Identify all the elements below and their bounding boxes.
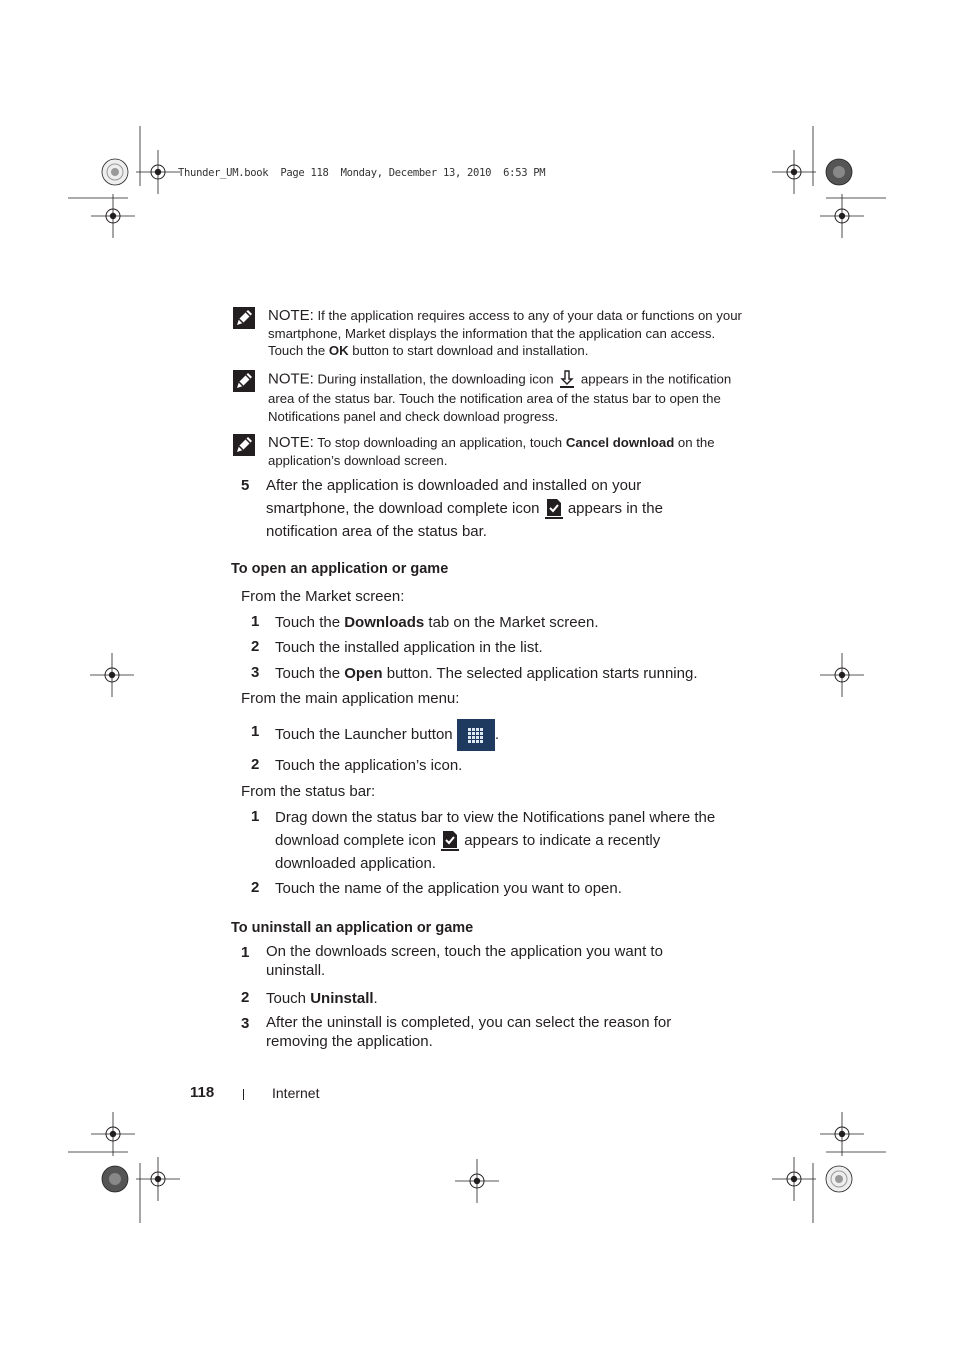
status-step-2: Touch the name of the application you want to open. [275,880,622,897]
step-bold: Open [344,665,383,682]
step-bold: Downloads [344,614,425,631]
download-complete-icon [440,830,460,852]
step-text: button. The selected application starts running. [382,665,698,682]
note-bold: OK [328,343,349,358]
step-text: Touch the [275,614,345,631]
section-heading-uninstall: To uninstall an application or game [231,920,474,936]
download-complete-icon [544,498,564,520]
note-pencil-icon [233,370,255,392]
step-5-text [266,474,726,543]
launcher-icon [457,719,495,751]
step-text: . [494,726,499,743]
section-heading-open: To open an application or game [231,561,449,577]
menu-step-1 [275,718,755,752]
step-bold: Uninstall [310,990,374,1007]
page-number: 118 [190,1084,215,1101]
step-text: Drag down the status bar to view the Notifications panel where the download complete icon [275,809,716,849]
uninstall-step-2 [266,987,726,1010]
footer-section: Internet [272,1085,320,1101]
step-number: 1 [251,723,260,740]
footer-separator [243,1089,244,1100]
step-text: tab on the Market screen. [424,614,599,631]
note-body: on the application’s download screen. [268,435,715,468]
note-text [268,307,748,360]
step-text: . [373,990,378,1007]
market-step-1 [275,611,755,634]
step-number: 2 [251,879,260,896]
step-number: 3 [251,664,260,681]
status-step-1 [275,806,745,875]
market-step-2 [275,636,755,659]
step-text: Touch the [275,665,345,682]
note-pencil-icon [233,434,255,456]
market-step-3 [275,662,765,685]
uninstall-step-3: After the uninstall is completed, you can select the reason for removing the application. [266,1014,672,1050]
uninstall-step-1: On the downloads screen, touch the application you want to uninstall. [266,943,663,979]
step-number: 3 [241,1015,250,1032]
print-slug: Thunder_UM.book Page 118 Monday, December 13, 2010 6:53 PM [178,167,546,179]
note-label: NOTE: [268,370,314,388]
menu-intro: From the main application menu: [241,690,460,707]
market-intro: From the Market screen: [241,588,405,605]
note-body: appears in the notification area of the status bar. Touch the notification area of the status bar to open the Notifications panel and check download progress. [268,371,732,424]
step-text: appears to indicate a recently downloaded application. [275,832,661,873]
step-text: Touch the Launcher button [275,726,457,743]
note-body: button to start download and installation. [348,343,589,358]
note-label: NOTE: [268,434,314,451]
note-text [268,434,748,469]
note-body: If the application requires access to any of your data or functions on your smartphone, Market displays the information that the application can access. Touch the [268,308,742,358]
step-number: 1 [241,944,250,961]
step-text: appears in the notification area of the status bar. [266,500,663,541]
step-text: Touch the installed application in the list. [275,639,543,656]
download-icon [557,370,577,390]
step-number: 5 [241,477,250,494]
step-text: After the application is downloaded and installed on your smartphone, the download complete icon [266,477,642,517]
note-body: During installation, the downloading icon [313,371,558,387]
note-body: To stop downloading an application, touch [313,435,566,450]
menu-step-2: Touch the application’s icon. [275,757,463,774]
step-number: 2 [241,989,250,1006]
status-intro: From the status bar: [241,783,376,800]
note-bold: Cancel download [565,435,675,450]
step-number: 2 [251,756,260,773]
note-text [268,370,748,425]
note-pencil-icon [233,307,255,329]
note-label: NOTE: [268,307,314,324]
step-number: 2 [251,638,260,655]
step-text: Touch [266,990,311,1007]
step-number: 1 [251,808,260,825]
step-number: 1 [251,613,260,630]
